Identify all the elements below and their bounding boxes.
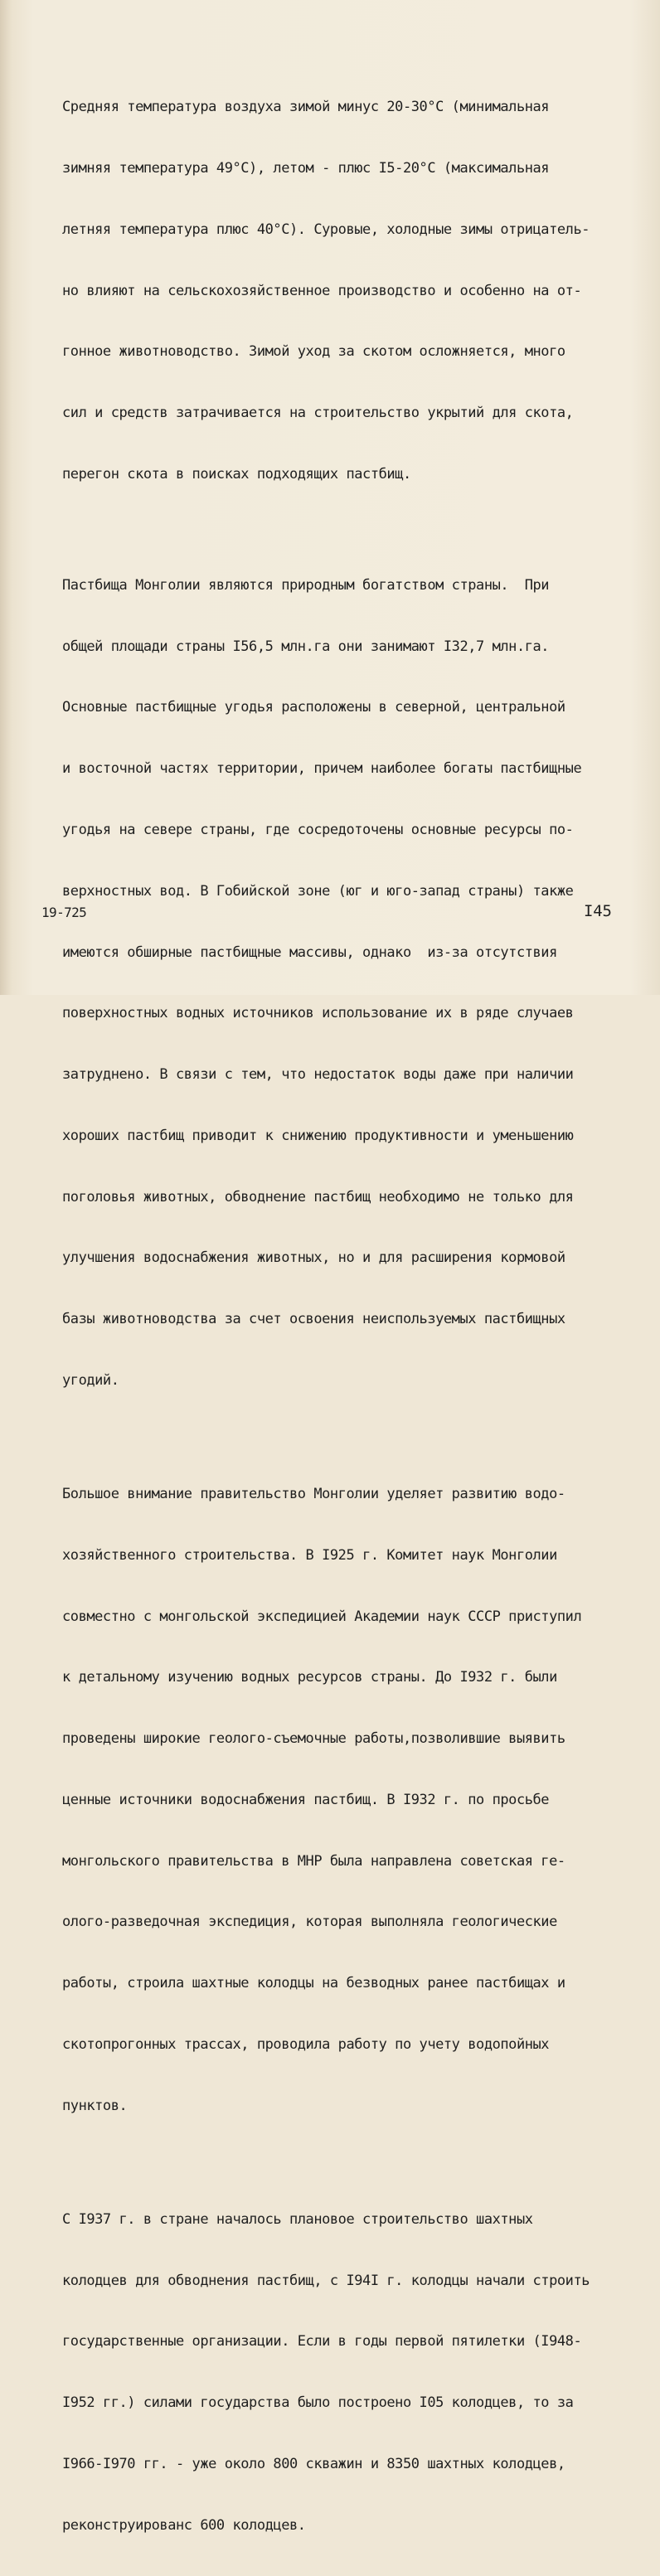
paragraph-pastures [62,535,626,1432]
text-line: I952 гг.) силами государства было построено I05 колодцев, то за [62,2394,574,2412]
text-line: монгольского правительства в МНР была направлена советская ге- [62,1852,565,1870]
text-line: перегон скота в поисках подходящих пастбищ. [62,465,411,483]
text-line: хозяйственного строительства. В I925 г. Комитет наук Монголии [62,1546,557,1564]
text-line: колодцев для обводнения пастбищ, с I94I г. колодцы начали строить [62,2272,590,2289]
text-line: но влияют на сельскохозяйственное производство и особенно на от- [62,282,582,299]
page-number: I45 [584,902,612,920]
text-line: и восточной частях территории, причем наиболее богаты пастбищные [62,760,582,778]
text-line: угодья на севере страны, где сосредоточены основные ресурсы по- [62,821,574,838]
text-line: верхностных вод. В Гобийской зоне (юг и юго-запад страны) также [62,882,574,900]
paragraph-wells [62,2169,626,2576]
text-line: хороших пастбищ приводит к снижению продуктивности и уменьшению [62,1127,574,1144]
text-line: Пастбища Монголии являются природным богатством страны. При [62,576,550,594]
paragraph-government-attention [62,1443,626,2157]
text-line: сил и средств затрачивается на строительство укрытий для скота, [62,405,574,422]
text-line: улучшения водоснабжения животных, но и для расширения кормовой [62,1249,565,1267]
footer-code: 19-725 [41,905,87,920]
text-line: поверхностных водных источников использование их в ряде случаев [62,1005,574,1022]
text-line: Основные пастбищные угодья расположены в северной, центральной [62,699,565,716]
text-line: затруднено. В связи с тем, что недостаток воды даже при наличии [62,1066,574,1084]
text-line: поголовья животных, обводнение пастбищ необходимо не только для [62,1188,574,1206]
body-text [62,56,626,2576]
text-line: олого-разведочная экспедиция, которая выполняла геологические [62,1914,557,1931]
text-line: скотопрогонных трассах, проводила работу по учету водопойных [62,2036,550,2053]
text-line: угодий. [62,1372,119,1389]
text-line: С I937 г. в стране началось плановое строительство шахтных [62,2210,533,2228]
text-line: зимняя температура 49°C), летом - плюс I5-20°C (максимальная [62,159,550,177]
text-line: совместно с монгольской экспедицией Академии наук СССР приступил [62,1608,582,1625]
text-line: государственные организации. Если в годы первой пятилетки (I948- [62,2333,582,2350]
text-line: общей площади страны I56,5 млн.га они занимают I32,7 млн.га. [62,638,550,655]
text-line: реконструированс 600 колодцев. [62,2516,306,2534]
text-line: летняя температура плюс 40°C). Суровые, холодные зимы отрицатель- [62,221,590,238]
text-line: Большое внимание правительство Монголии уделяет развитию водо- [62,1485,565,1502]
text-line: к детальному изучению водных ресурсов страны. До I932 г. были [62,1669,557,1686]
text-line: проведены широкие геолого-съемочные работы,позволившие выявить [62,1730,565,1748]
text-line: ценные источники водоснабжения пастбищ. В I932 г. по просьбе [62,1791,550,1808]
text-line: базы животноводства за счет освоения неиспользуемых пастбищных [62,1311,565,1328]
text-line: пунктов. [62,2097,128,2114]
text-line: гонное животноводство. Зимой уход за скотом осложняется, много [62,343,565,361]
paragraph-climate [62,56,626,526]
text-line: имеются обширные пастбищные массивы, однако из-за отсутствия [62,944,557,961]
text-line: работы, строила шахтные колодцы на безводных ранее пастбищах и [62,1975,565,1992]
text-line: Средняя температура воздуха зимой минус 20-30°C (минимальная [62,99,550,116]
text-line: I966-I970 гг. - уже около 800 скважин и 8350 шахтных колодцев, [62,2455,565,2472]
